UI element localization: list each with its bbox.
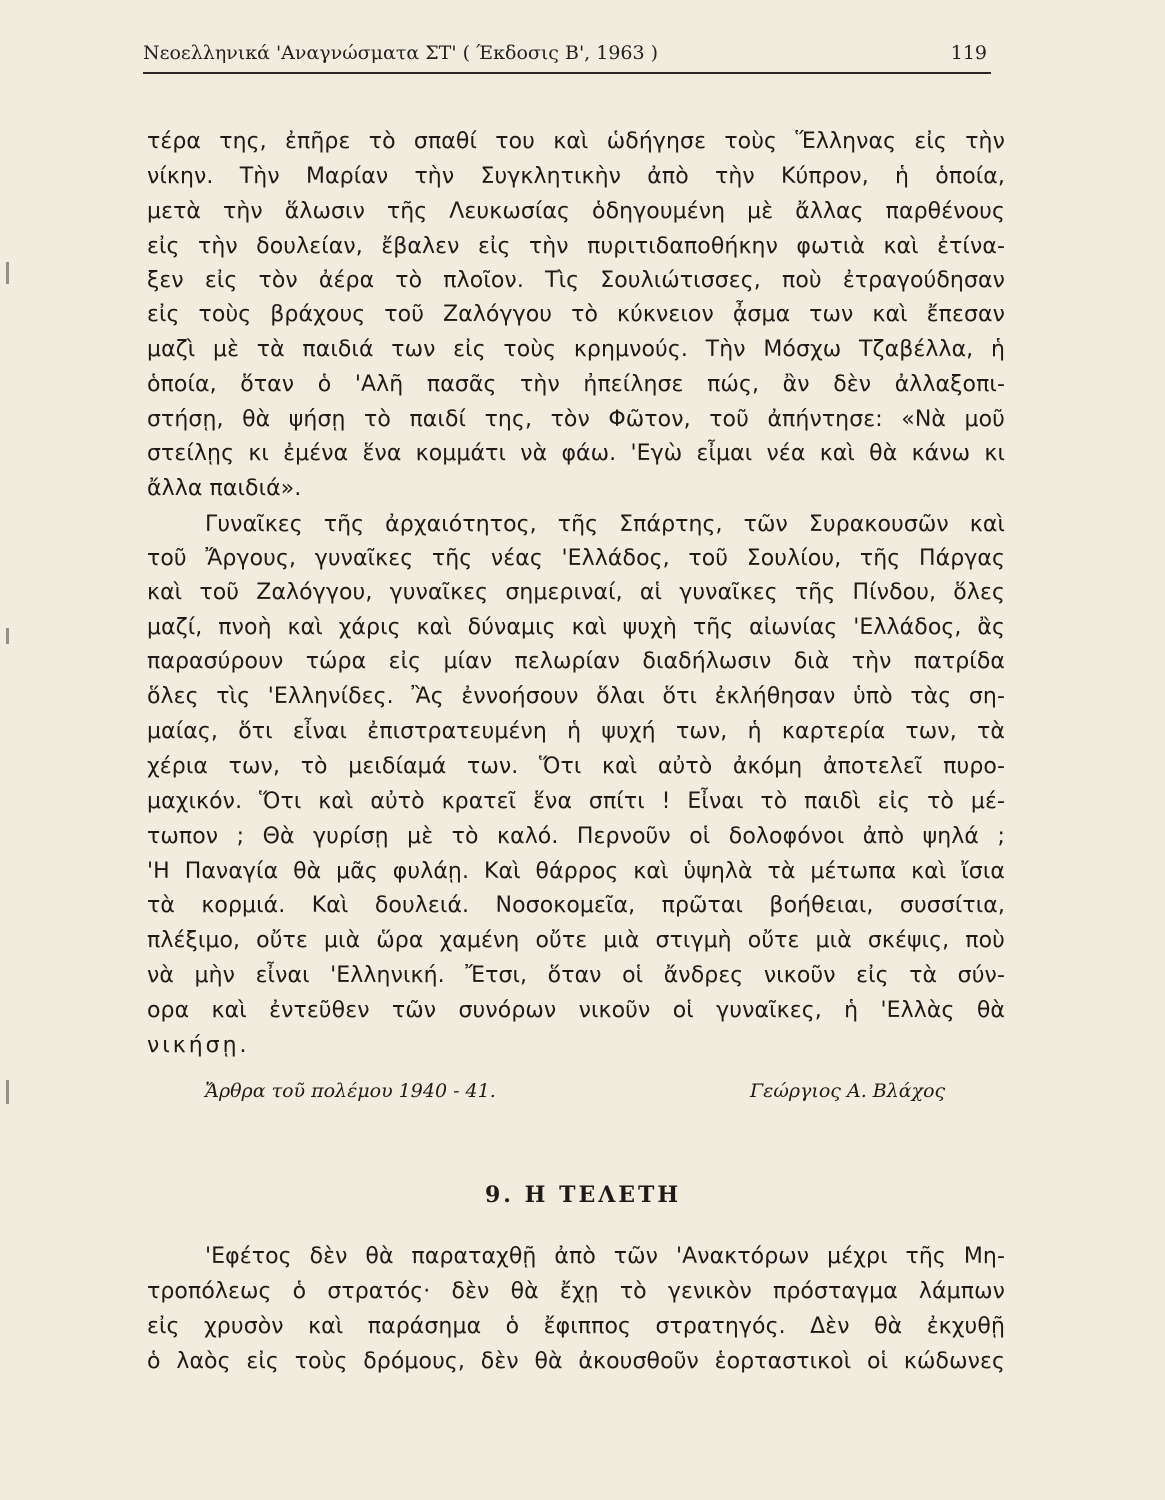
section-title: 9. Η ΤΕΛΕΤΗ (485, 1182, 682, 1208)
text-line: εἰς τὴν δουλείαν, ἔβαλεν εἰς τὴν πυριτιδαποθήκην φωτιὰ καὶ ἐτίνα- (147, 234, 1005, 259)
page-number: 119 (950, 42, 987, 64)
text-line: ἄλλα παιδιά». (147, 476, 302, 501)
text-line: νίκην. Τὴν Μαρίαν τὴν Συγκλητικὴν ἀπὸ τὴν Κύπρον, ἡ ὁποία, (147, 164, 1005, 189)
text-line: τροπόλεως ὁ στρατός· δὲν θὰ ἔχῃ τὸ γενικὸν πρόσταγμα λάμπων (147, 1279, 1005, 1304)
text-line: μαχικόν. Ὅτι καὶ αὐτὸ κρατεῖ ἕνα σπίτι ! Εἶναι τὸ παιδὶ εἰς τὸ μέ- (147, 789, 1005, 814)
text-line: ὁ λαὸς εἰς τοὺς δρόμους, δὲν θὰ ἀκουσθοῦν ἑορταστικοὶ οἱ κώδωνες (147, 1349, 1005, 1374)
text-line: παρασύρουν τώρα εἰς μίαν πελωρίαν διαδήλωσιν διὰ τὴν πατρίδα (147, 649, 1005, 674)
text-line: τωπον ; Θὰ γυρίσῃ μὲ τὸ καλό. Περνοῦν οἱ δολοφόνοι ἀπὸ ψηλά ; (147, 824, 1005, 849)
text-line: νικήσῃ. (147, 1033, 250, 1058)
text-line: εἰς χρυσὸν καὶ παράσημα ὁ ἔφιππος στρατηγός. Δὲν θὰ ἐκχυθῇ (147, 1314, 1005, 1339)
text-line: χέρια των, τὸ μειδίαμά των. Ὅτι καὶ αὐτὸ ἀκόμη ἀποτελεῖ πυρο- (147, 754, 1005, 779)
text-line: στήσῃ, θὰ ψήσῃ τὸ παιδί της, τὸν Φῶτον, τοῦ ἀπήντησε: «Νὰ μοῦ (147, 407, 1005, 432)
text-line: τὰ κορμιά. Καὶ δουλειά. Νοσοκομεῖα, πρῶται βοήθειαι, συσσίτια, (147, 893, 1005, 918)
text-line: Γυναῖκες τῆς ἀρχαιότητος, τῆς Σπάρτης, τῶν Συρακουσῶν καὶ (205, 512, 1005, 537)
text-line: ορα καὶ ἐντεῦθεν τῶν συνόρων νικοῦν οἱ γυναῖκες, ἡ 'Ελλὰς θὰ (147, 998, 1005, 1023)
text-line: καὶ τοῦ Ζαλόγγου, γυναῖκες σημεριναί, αἱ γυναῖκες τῆς Πίνδου, ὅλες (147, 580, 1005, 605)
page-header (143, 40, 993, 70)
text-line: ὅλες τὶς 'Ελληνίδες. Ἂς ἐννοήσουν ὅλαι ὅτι ἐκλήθησαν ὑπὸ τὰς ση- (147, 684, 1005, 709)
text-line: εἰς τοὺς βράχους τοῦ Ζαλόγγου τὸ κύκνειον ᾆσμα των καὶ ἔπεσαν (147, 302, 1005, 327)
text-line: μαζί, πνοὴ καὶ χάρις καὶ δύναμις καὶ ψυχὴ τῆς αἰωνίας 'Ελλάδος, ἂς (147, 615, 1005, 640)
text-line: στείλῃς κι ἐμένα ἕνα κομμάτι νὰ φάω. 'Εγὼ εἶμαι νέα καὶ θὰ κάνω κι (147, 441, 1005, 466)
text-line: μαζὶ μὲ τὰ παιδιά των εἰς τοὺς κρημνούς. Τὴν Μόσχω Τζαβέλλα, ἡ (147, 337, 1005, 362)
attribution-source: Ἄρθρα τοῦ πολέμου 1940 - 41. (205, 1080, 496, 1102)
text-line: 'Η Παναγία θὰ μᾶς φυλάῃ. Καὶ θάρρος καὶ ὑψηλὰ τὰ μέτωπα καὶ ἴσια (147, 859, 1005, 884)
text-line: ξεν εἰς τὸν ἀέρα τὸ πλοῖον. Τὶς Σουλιώτισσες, ποὺ ἐτραγούδησαν (147, 268, 1005, 293)
scan-mark (6, 262, 9, 284)
text-line: ὁποία, ὅταν ὁ 'Αλῆ πασᾶς τὴν ἠπείλησε πώς, ἂν δὲν ἀλλαξοπι- (147, 372, 1005, 397)
text-line: νὰ μὴν εἶναι 'Ελληνική. Ἔτσι, ὅταν οἱ ἄνδρες νικοῦν εἰς τὰ σύν- (147, 963, 1005, 988)
attribution-author: Γεώργιος Α. Βλάχος (750, 1080, 946, 1102)
text-line: τοῦ Ἄργους, γυναῖκες τῆς νέας 'Ελλάδος, τοῦ Σουλίου, τῆς Πάργας (147, 546, 1005, 571)
scan-mark (6, 1080, 9, 1104)
text-line: μετὰ τὴν ἅλωσιν τῆς Λευκωσίας ὁδηγουμένη μὲ ἄλλας παρθένους (147, 199, 1005, 224)
text-line: πλέξιμο, οὔτε μιὰ ὥρα χαμένη οὔτε μιὰ στιγμὴ οὔτε μιὰ σκέψις, ποὺ (147, 928, 1005, 953)
scan-mark (6, 628, 9, 644)
text-line: μαίας, ὅτι εἶναι ἐπιστρατευμένη ἡ ψυχή των, ἡ καρτερία των, τὰ (147, 719, 1005, 744)
running-title: Νεοελληνικά 'Αναγνώσματα ΣΤ' ( Έκδοσις Β', 1963 ) (143, 42, 659, 64)
header-rule (143, 72, 991, 74)
text-line: τέρα της, ἐπῆρε τὸ σπαθί του καὶ ὡδήγησε τοὺς Ἕλληνας εἰς τὴν (147, 129, 1005, 154)
text-line: 'Εφέτος δὲν θὰ παραταχθῇ ἀπὸ τῶν 'Ανακτόρων μέχρι τῆς Μη- (205, 1244, 1005, 1269)
